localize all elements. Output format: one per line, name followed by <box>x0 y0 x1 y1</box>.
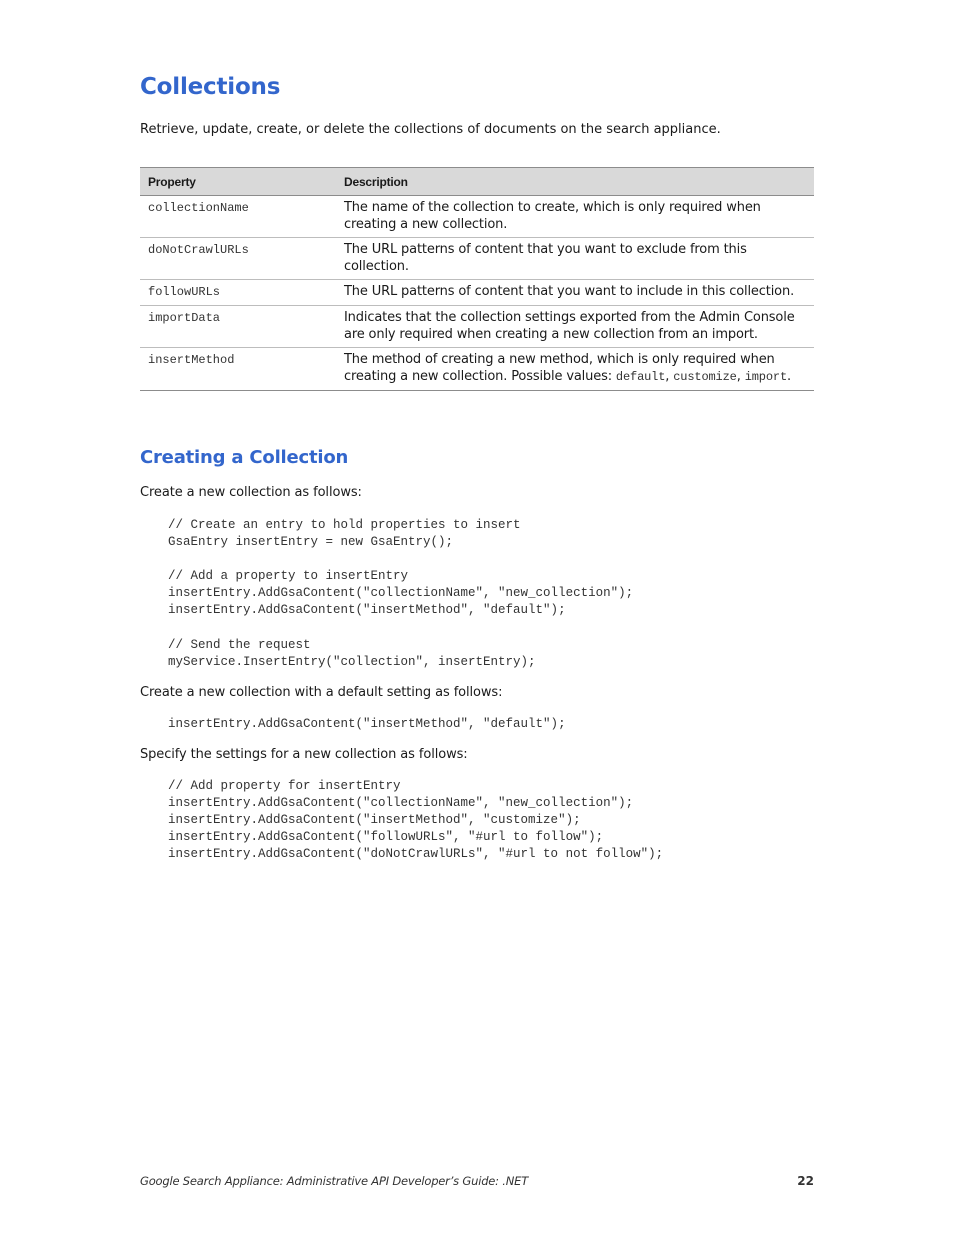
property-description: Indicates that the collection settings exported from the Admin Console are only required when creating a new collection from an import. <box>336 306 814 348</box>
page-number: 22 <box>797 1174 814 1188</box>
table-row <box>140 306 814 348</box>
paragraph-default: Create a new collection with a default setting as follows: <box>140 685 503 700</box>
property-description: The method of creating a new method, which is only required when creating a new collection. Possible values: default, customize, import. <box>336 348 814 391</box>
value-import: import <box>744 370 787 384</box>
table-row <box>140 238 814 280</box>
property-name: importData <box>140 306 336 348</box>
property-name: doNotCrawlURLs <box>140 238 336 280</box>
code-block-default: insertEntry.AddGsaContent("insertMethod", "default"); <box>168 717 566 731</box>
paragraph-create: Create a new collection as follows: <box>140 485 362 500</box>
property-name: insertMethod <box>140 348 336 391</box>
properties-table <box>140 167 814 391</box>
table-row <box>140 280 814 306</box>
table-row <box>140 348 814 391</box>
footer-title: Google Search Appliance: Administrative API Developer’s Guide: .NET <box>140 1174 529 1188</box>
table-header-row <box>140 168 814 196</box>
property-description: The name of the collection to create, which is only required when creating a new collection. <box>336 196 814 238</box>
property-name: followURLs <box>140 280 336 306</box>
code-block-settings: // Add property for insertEntry insertEntry.AddGsaContent("collectionName", "new_collection"); insertEntry.AddGsaContent("insertMethod", "customize"); insertEntry.AddGsaContent("followURLs", "#url to follow"); insertEntry.AddGsaContent("doNotCrawlURLs", "#url to not follow"); <box>168 779 664 862</box>
value-default: default <box>615 370 666 384</box>
paragraph-settings: Specify the settings for a new collection as follows: <box>140 747 468 762</box>
property-description: The URL patterns of content that you want to exclude from this collection. <box>336 238 814 280</box>
property-name: collectionName <box>140 196 336 238</box>
page-title: Collections <box>140 74 281 100</box>
code-block-create: // Create an entry to hold properties to insert GsaEntry insertEntry = new GsaEntry(); // Add a property to insertEntry insertEntry.AddGsaContent("collectionName", "new_collection"); insertEntry.AddGsaContent("insertMethod", "default"); // Send the request myService.InsertEntry("collection", insertEntry); <box>168 518 634 669</box>
table-row <box>140 196 814 238</box>
description-text: The method of creating a new method, which is only required when creating a new collection. Possible values: <box>344 352 775 384</box>
section-heading: Creating a Collection <box>140 447 349 468</box>
property-description: The URL patterns of content that you want to include in this collection. <box>336 280 814 306</box>
header-property: Property <box>140 168 336 196</box>
intro-paragraph: Retrieve, update, create, or delete the collections of documents on the search appliance. <box>140 122 721 137</box>
header-description: Description <box>336 168 814 196</box>
value-customize: customize <box>673 370 737 384</box>
